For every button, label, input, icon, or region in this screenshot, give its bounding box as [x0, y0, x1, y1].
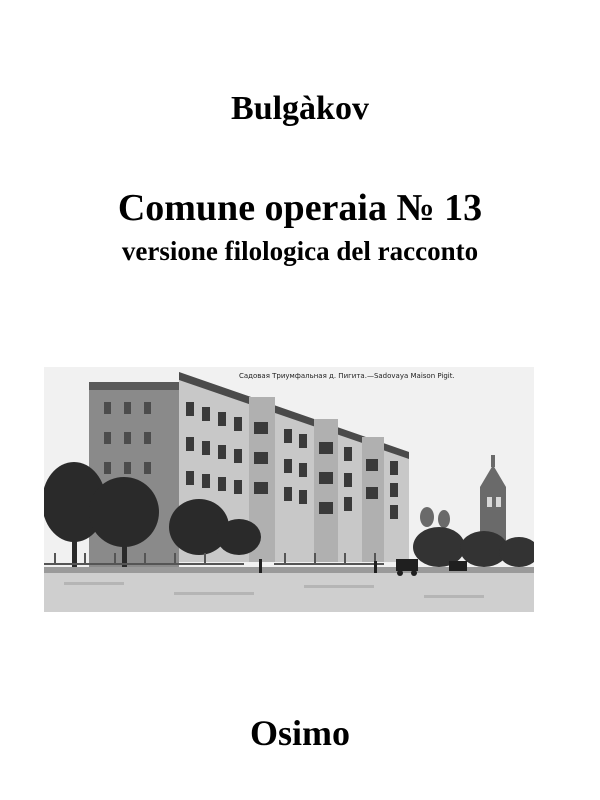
publisher-name: Osimo	[249, 713, 350, 753]
book-title: Comune operaia № 13	[117, 187, 483, 229]
photo-caption: Садовая Триумфальная д. Пигита.—Sadovaya Maison Pigit.	[239, 372, 455, 380]
street-scene-illustration	[44, 367, 534, 612]
book-subtitle: versione filologica del racconto	[121, 236, 479, 266]
author-name: Bulgàkov	[231, 90, 369, 127]
cover-photograph	[44, 367, 534, 612]
